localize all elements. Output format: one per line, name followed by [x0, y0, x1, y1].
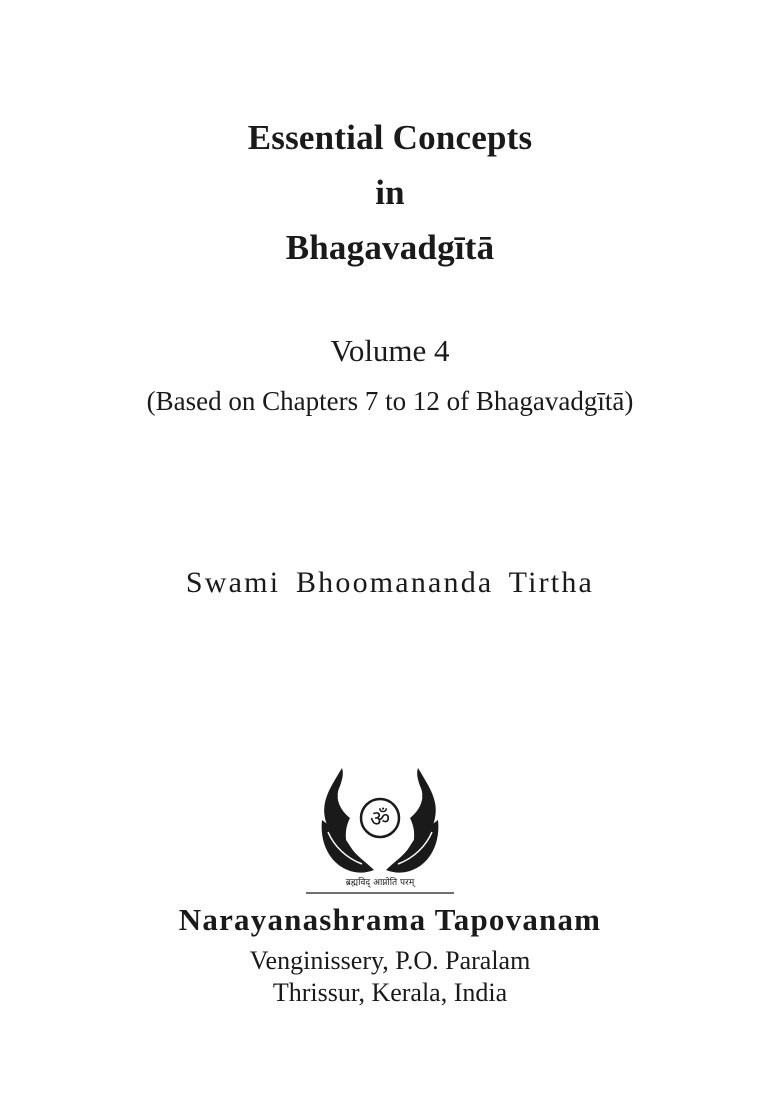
volume-number: Volume 4	[330, 333, 450, 368]
svg-text:ॐ: ॐ	[369, 807, 391, 832]
book-title-line-2: in	[375, 173, 405, 212]
publisher-address-line-1: Venginissery, P.O. Paralam	[249, 946, 531, 975]
logo-motto: ब्रह्मविद् आप्नोति परम्	[345, 878, 415, 888]
book-title-line-3: Bhagavadgītā	[285, 228, 495, 267]
book-subtitle: (Based on Chapters 7 to 12 of Bhagavadgītā)	[146, 386, 634, 416]
om-flame-hands-emblem-icon	[300, 760, 460, 900]
book-title-line-1: Essential Concepts	[247, 118, 533, 157]
publisher-address-line-2: Thrissur, Kerala, India	[272, 978, 508, 1007]
publisher-name: Narayanashrama Tapovanam	[178, 902, 602, 937]
author-name: Swami Bhoomananda Tirtha	[185, 566, 595, 599]
